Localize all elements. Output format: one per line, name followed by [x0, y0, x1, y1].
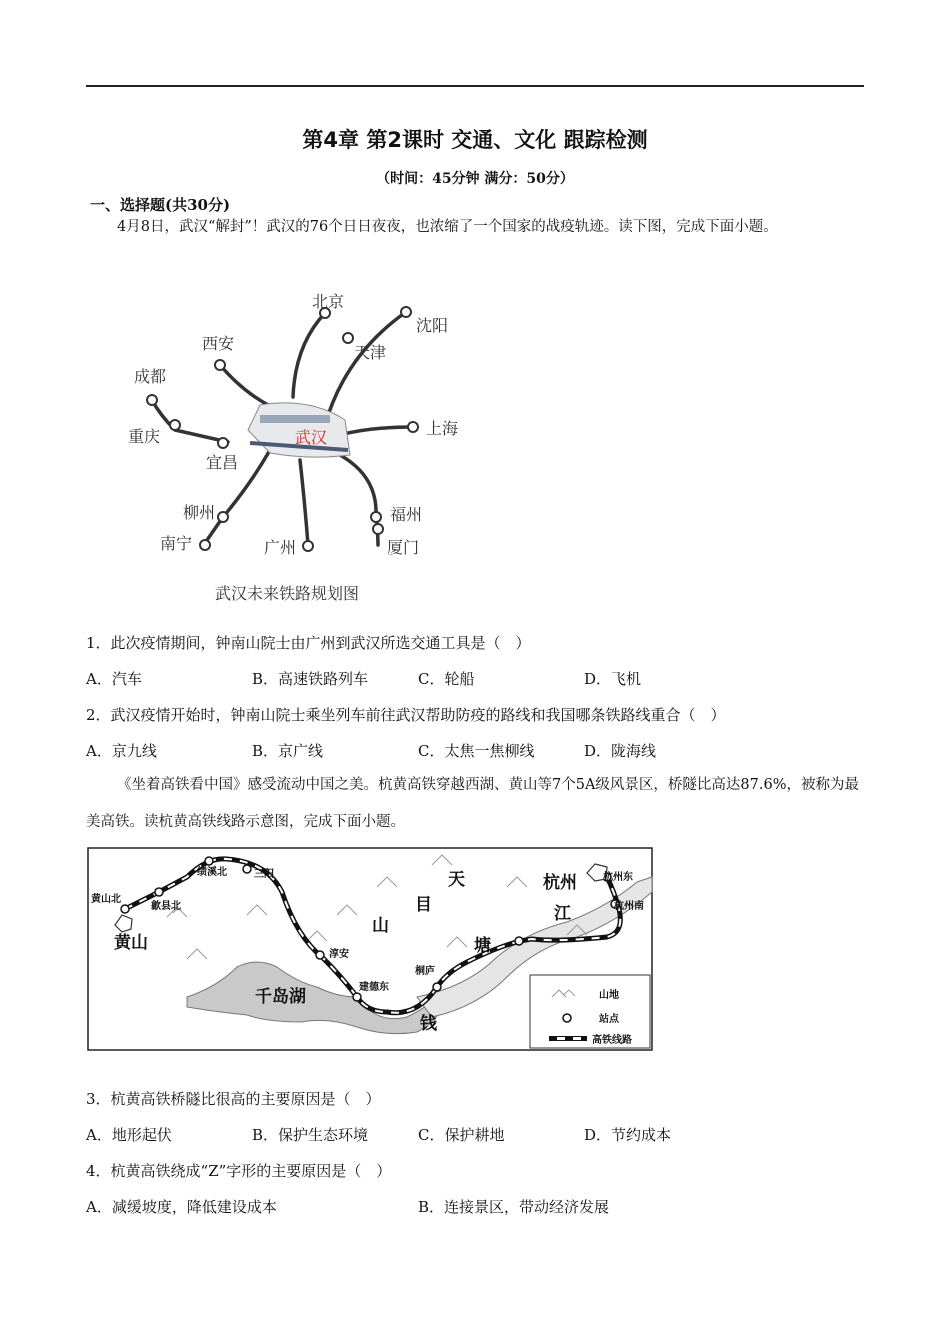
city-label: 宜昌 — [206, 453, 239, 472]
place-label: 目 — [415, 895, 432, 915]
q3-option-c[interactable]: C．保护耕地 — [418, 1126, 505, 1144]
place-label: 塘 — [474, 936, 491, 956]
station-label: 黄山北 — [91, 894, 121, 905]
q4-option-b[interactable]: B．连接景区，带动经济发展 — [418, 1198, 610, 1216]
place-label: 杭州 — [543, 873, 577, 893]
question-2-stem: 2．武汉疫情开始时，钟南山院士乘坐列车前往武汉帮助防疫的路线和我国哪条铁路线重合（ ） — [86, 706, 726, 724]
city-label: 柳州 — [183, 503, 216, 522]
station-label: 桐庐 — [415, 966, 435, 977]
station-label: 歙县北 — [151, 901, 181, 912]
passage-1: 4月8日，武汉“解封”！武汉的76个日日夜夜，也浓缩了一个国家的战疫轨迹。读下图，完成下面小题。 — [117, 219, 778, 235]
question-1-stem: 1．此次疫情期间，钟南山院士由广州到武汉所选交通工具是（ ） — [86, 634, 531, 652]
city-label: 天津 — [354, 343, 387, 362]
exam-time-info: （时间：45分钟 满分：50分） — [376, 171, 574, 187]
city-label: 上海 — [426, 419, 459, 438]
q4-option-a[interactable]: A．减缓坡度，降低建设成本 — [86, 1198, 277, 1216]
map-legend — [530, 975, 650, 1048]
place-label: 天 — [448, 870, 465, 890]
city-label: 沈阳 — [416, 316, 449, 335]
city-label: 福州 — [390, 505, 423, 524]
city-label: 西安 — [202, 334, 235, 353]
place-label: 千岛湖 — [255, 987, 306, 1007]
q3-option-d[interactable]: D．节约成本 — [584, 1126, 672, 1144]
q1-option-c[interactable]: C．轮船 — [418, 670, 475, 688]
q2-option-d[interactable]: D．陇海线 — [584, 742, 657, 760]
figure-1-caption: 武汉未来铁路规划图 — [215, 584, 360, 603]
q2-option-c[interactable]: C．太焦一焦柳线 — [418, 742, 535, 760]
station-label: 淳安 — [329, 949, 349, 960]
q2-option-a[interactable]: A．京九线 — [86, 742, 157, 760]
legend-label: 高铁线路 — [592, 1035, 632, 1046]
q2-option-b[interactable]: B．京广线 — [252, 742, 324, 760]
legend-label: 山地 — [599, 990, 619, 1001]
city-label: 南宁 — [160, 534, 193, 553]
city-label: 广州 — [264, 538, 297, 557]
hangzhou-huangshan-hsr-map — [87, 847, 653, 1051]
place-label: 山 — [372, 916, 389, 936]
legend-label: 站点 — [599, 1014, 619, 1025]
station-label: 杭州东 — [603, 872, 633, 883]
wuhan-railway-map — [110, 285, 480, 610]
city-label: 厦门 — [387, 538, 420, 557]
section-heading: 一、选择题(共30分) — [90, 196, 231, 214]
question-4-stem: 4．杭黄高铁绕成“Z”字形的主要原因是（ ） — [86, 1162, 392, 1180]
question-3-stem: 3．杭黄高铁桥隧比很高的主要原因是（ ） — [86, 1090, 381, 1108]
q3-option-a[interactable]: A．地形起伏 — [86, 1126, 172, 1144]
station-label: 绩溪北 — [197, 867, 227, 878]
map-hub-label: 武汉 — [295, 428, 328, 447]
q3-option-b[interactable]: B．保护生态环境 — [252, 1126, 369, 1144]
place-label: 江 — [554, 904, 571, 924]
place-label: 黄山 — [114, 933, 148, 953]
q1-option-a[interactable]: A．汽车 — [86, 670, 142, 688]
header-rule — [86, 85, 864, 87]
passage-2: 《坐着高铁看中国》感受流动中国之美。杭黄高铁穿越西湖、黄山等7个5A级风景区，桥隧比高达87.6%，被称为最美高铁。读杭黄高铁线路示意图，完成下面小题。 — [86, 777, 859, 830]
page-title: 第4章 第2课时 交通、文化 跟踪检测 — [302, 128, 648, 152]
station-label: 建德东 — [359, 982, 389, 993]
city-label: 重庆 — [128, 427, 161, 446]
station-label: 杭州南 — [614, 901, 644, 912]
city-label: 成都 — [134, 367, 167, 386]
station-label: 三阳 — [254, 869, 274, 880]
city-label: 北京 — [312, 292, 345, 311]
place-label: 钱 — [420, 1014, 437, 1034]
q1-option-d[interactable]: D．飞机 — [584, 670, 642, 688]
q1-option-b[interactable]: B．高速铁路列车 — [252, 670, 369, 688]
